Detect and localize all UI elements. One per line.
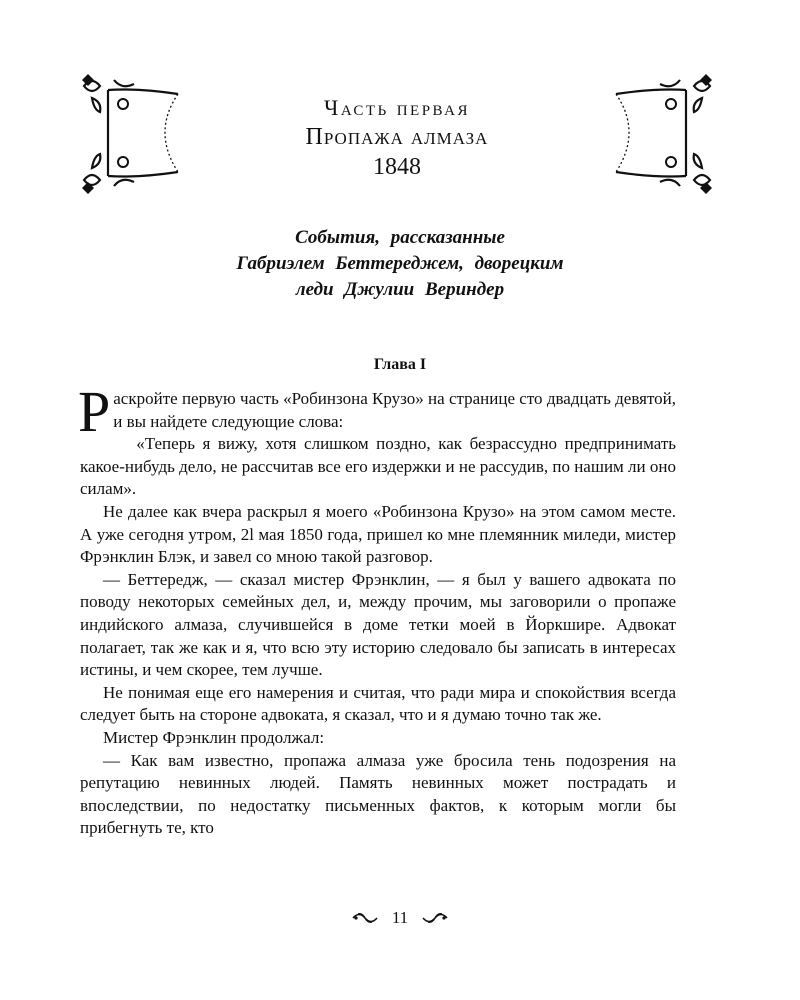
paragraph xyxy=(78,379,676,444)
chapter-heading: Глава I xyxy=(373,356,427,373)
paragraph: Не далее как вчера раскрыл я моего «Робинзона Крузо» на этом самом месте. А уже сегодня утром, 2l мая 1850 года, пришел ко мне племянник миледи, мистер Фрэнклин Блэк, и завел со мною такой разговор. xyxy=(80,501,676,567)
paragraph: — Как вам известно, пропажа алмаза уже бросила тень подозрения на репутацию невинных людей. Память невинных может пострадать и впоследствии, по недостатку письменных фактов, к которым могли бы прибегнуть те, кто xyxy=(80,750,676,838)
page-footer xyxy=(0,904,800,931)
part-title: Часть первая xyxy=(324,95,470,120)
subtitle-line: События, рассказанные xyxy=(295,227,505,248)
right-ornament-icon xyxy=(604,72,716,194)
paragraph: Мистер Фрэнклин продолжал: xyxy=(103,727,325,747)
paragraph-text: аскройте первую часть «Робинзона Крузо» на странице сто двадцать девятой, и вы найдете следующие слова: xyxy=(113,389,676,431)
year: 1848 xyxy=(373,154,421,180)
body-text xyxy=(78,379,676,840)
paragraph: «Теперь я вижу, хотя слишком поздно, как безрассудно предпринимать какое-нибудь дело, не рассчитав все его издержки и не рассудив, по нашим ли оно силам». xyxy=(80,434,676,499)
page-number: 11 xyxy=(391,908,409,928)
subtitle-line: леди Джулии Вериндер xyxy=(295,279,505,300)
book-title: Пропажа алмаза xyxy=(305,124,489,150)
part-header xyxy=(78,72,716,194)
right-fleuron-icon xyxy=(422,911,448,925)
drop-cap: Р xyxy=(78,379,111,444)
subtitle-line: Габриэлем Беттереджем, дворецким xyxy=(236,253,564,274)
left-fleuron-icon xyxy=(352,911,378,925)
paragraph: Не понимая еще его намерения и считая, что ради мира и спокойствия всегда следует быть на стороне адвоката, я сказал, что и я думаю точно так же. xyxy=(80,682,676,725)
section-subtitle xyxy=(0,225,800,303)
paragraph: — Беттередж, — сказал мистер Фрэнклин, — я был у вашего адвоката по поводу некоторых семейных дел, и, между прочим, мы заговорили о пропаже индийского алмаза, случившейся в доме тетки моей в Йоркшире. Адвокат полагает, так же как и я, что всю эту историю следовало бы записать в интересах истины, и чем скорее, тем лучше. xyxy=(80,569,676,680)
